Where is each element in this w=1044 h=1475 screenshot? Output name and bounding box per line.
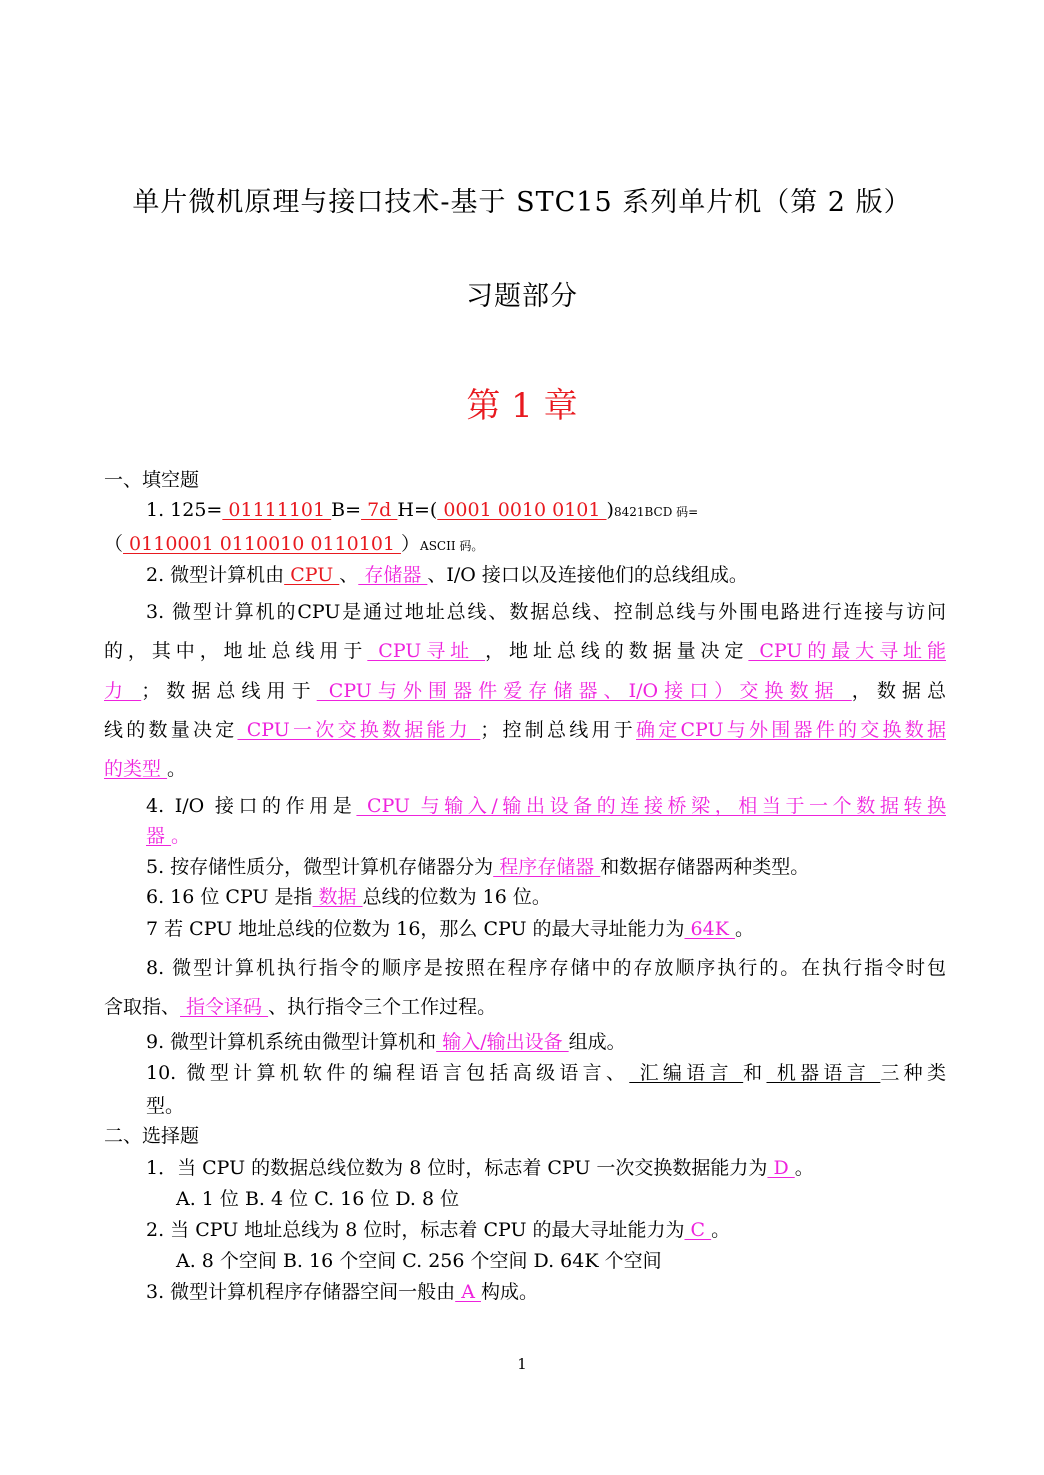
chapter-title: 第 1 章 (466, 386, 578, 426)
fill-q9: 9. 微型计算机系统由微型计算机和 输入/输出设备 组成。 (146, 1031, 626, 1053)
fill-q3-line5: 的类型 。 (104, 758, 187, 780)
fill-q3-line1: 3. 微型计算机的CPU是通过地址总线、数据总线、控制总线与外围电路进行连接与访问 (146, 601, 946, 623)
answer-bcd: 0001 0010 0101 (437, 499, 607, 521)
fill-q8-line1: 8. 微型计算机执行指令的顺序是按照在程序存储中的存放顺序执行的。在执行指令时包 (146, 957, 946, 979)
fill-q1-line1: 1. 125= 01111101 B= 7d H=( 0001 0010 0101 )8421BCD 码= (146, 499, 699, 521)
choice-q1-options: A. 1 位 B. 4 位 C. 16 位 D. 8 位 (176, 1188, 460, 1210)
answer-cpu: CPU (284, 564, 340, 586)
fill-q3-line2: 的，其中，地址总线用于 CPU寻址 ，地址总线的数据量决定 CPU的最大寻址能 (104, 640, 946, 662)
fill-q4-line2: 器 。 (146, 825, 191, 847)
choice-q1: 1．当 CPU 的数据总线位数为 8 位时，标志着 CPU 一次交换数据能力为 D 。 (146, 1157, 814, 1179)
fill-q8-line2: 含取指、 指令译码 、执行指令三个工作过程。 (104, 996, 497, 1018)
answer-binary: 01111101 (222, 499, 332, 521)
answer-memory: 存储器 (358, 564, 428, 586)
fill-q10-line1: 10. 微型计算机软件的编程语言包括高级语言、 汇编语言 和 机器语言 三种类 (146, 1062, 946, 1084)
page-number: 1 (517, 1355, 527, 1373)
answer-ascii: 0110001 0110010 0110101 (123, 533, 402, 555)
answer-hex: 7d (361, 499, 398, 521)
choice-heading: 二、选择题 (104, 1125, 200, 1147)
fill-q10-line2: 型。 (146, 1095, 185, 1117)
choice-q3: 3. 微型计算机程序存储器空间一般由 A 构成。 (146, 1281, 538, 1303)
choice-q2: 2. 当 CPU 地址总线为 8 位时，标志着 CPU 的最大寻址能力为 C 。 (146, 1219, 731, 1241)
fill-q3-line3: 力 ；数据总线用于 CPU与外围器件爱存储器、I/O接口）交换数据 ，数据总 (104, 680, 946, 702)
fill-q5: 5. 按存储性质分，微型计算机存储器分为 程序存储器 和数据存储器两种类型。 (146, 856, 810, 878)
fill-heading: 一、填空题 (104, 469, 200, 491)
fill-q4-line1: 4. I/O 接口的作用是 CPU 与输入/输出设备的连接桥梁，相当于一个数据转换 (146, 795, 946, 817)
fill-q1-line2: （ 0110001 0110010 0110101 ）ASCII 码。 (104, 533, 484, 555)
fill-q2: 2. 微型计算机由 CPU 、 存储器 、I/O 接口以及连接他们的总线组成。 (146, 564, 748, 586)
fill-q6: 6. 16 位 CPU 是指 数据 总线的位数为 16 位。 (146, 886, 551, 908)
document-title: 单片微机原理与接口技术-基于 STC15 系列单片机（第 2 版） (132, 187, 912, 218)
fill-q7: 7 若 CPU 地址总线的位数为 16，那么 CPU 的最大寻址能力为 64K 。 (146, 918, 754, 940)
choice-q2-options: A. 8 个空间 B. 16 个空间 C. 256 个空间 D. 64K 个空间 (176, 1250, 662, 1272)
fill-q3-line4: 线的数量决定 CPU一次交换数据能力 ；控制总线用于确定CPU与外围器件的交换数据 (104, 719, 946, 741)
section-title: 习题部分 (466, 281, 578, 312)
